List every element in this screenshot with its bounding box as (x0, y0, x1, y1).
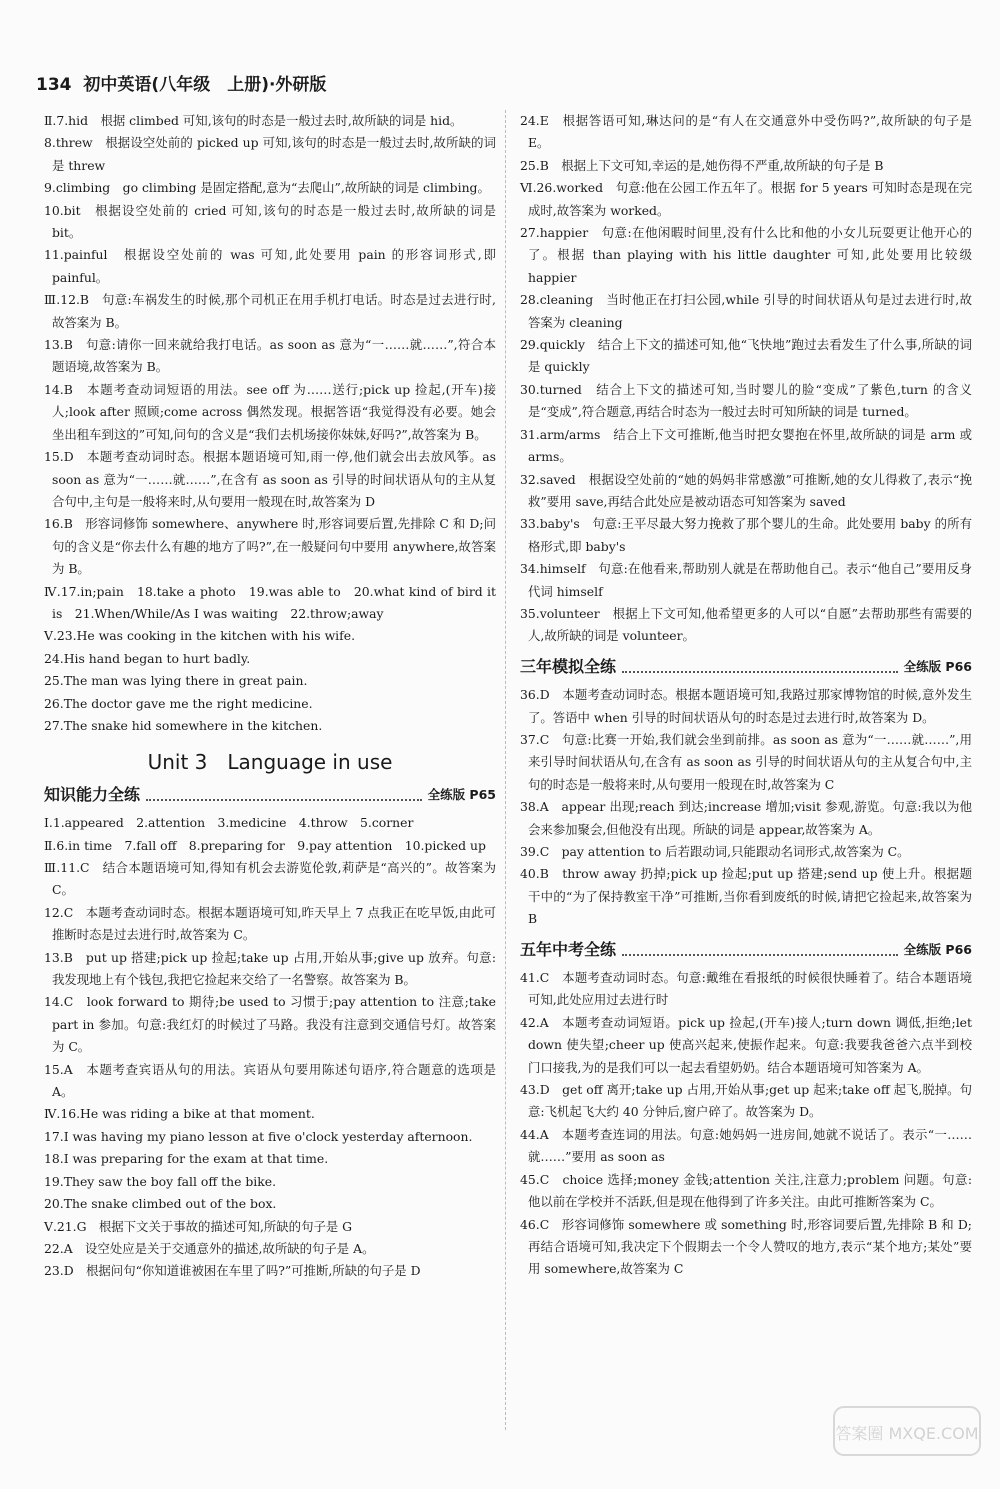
left-column (44, 110, 496, 1283)
answer-item: 26.The doctor gave me the right medicine. (44, 695, 313, 711)
answer-item: 29.quickly 结合上下文的描述可知,他“飞快地”跑过去看发生了什么事,所缺的词是 quickly (520, 337, 972, 375)
answer-item: 45.C choice 选择;money 金钱;attention 关注,注意力;problem 问题。句意:他以前在学校并不活跃,但是现在他得到了许多关注。由此可推断答案为 C。 (520, 1171, 972, 1210)
answer-item: 31.arm/arms 结合上下文可推断,他当时把女婴抱在怀里,故所缺的词是 arm 或 arms。 (520, 426, 972, 465)
answer-item: 17.I was having my piano lesson at five o'clock yesterday afternoon. (44, 1128, 473, 1144)
answer-item: 44.A 本题考查连词的用法。句意:她妈妈一进房间,她就不说话了。表示“一……就……”要用 as soon as (520, 1126, 972, 1165)
answer-item: 39.C pay attention to 后若跟动词,只能跟动名词形式,故答案为 C。 (520, 844, 910, 859)
answer-item: 41.C 本题考查动词时态。句意:戴维在看报纸的时候很快睡着了。结合本题语境可知,此处应用过去进行时 (520, 970, 972, 1008)
answer-item: Ⅴ.23.He was cooking in the kitchen with his wife. (44, 628, 356, 644)
section-ref: 全练版 P66 (903, 941, 972, 957)
answer-item: Ⅴ.21.G 根据下文关于事故的描述可知,所缺的句子是 G (44, 1218, 353, 1234)
answer-item: 25.The man was lying there in great pain. (44, 673, 308, 689)
answer-item: 28.cleaning 当时他正在打扫公园,while 引导的时间状语从句是过去进行时,故答案为 cleaning (520, 292, 972, 330)
answer-item: Ⅲ.11.C 结合本题语境可知,得知有机会去游览伦敦,莉萨是“高兴的”。故答案为 C。 (44, 860, 496, 898)
section-ref: 全练版 P66 (903, 658, 972, 674)
unit-title: Unit 3 Language in use (147, 750, 393, 775)
watermark-text: 答案圈 MXQE.COM (835, 1424, 979, 1443)
answer-item: 36.D 本题考查动词时态。根据本题语境可知,我路过那家博物馆的时候,意外发生了。答语中 when 引导的时间状语从句的时态是过去进行时,故答案为 D。 (520, 687, 972, 725)
section-header-knowledge (44, 784, 496, 806)
answer-item: 9.climbing go climbing 是固定搭配,意为“去爬山”,故所缺的词是 climbing。 (44, 180, 490, 196)
answer-item: 40.B throw away 扔掉;pick up 捡起;put up 搭建;send up 使上升。根据题干中的“为了保持教室干净”可推断,当你看到废纸的时候,请把它捡起来,故答案为 B (520, 866, 972, 927)
section-ref: 全练版 P65 (427, 786, 496, 802)
answer-item: Ⅵ.26.worked 句意:他在公园工作五年了。根据 for 5 years 可知时态是现在完成时,故答案为 worked。 (520, 180, 972, 218)
answer-item: Ⅲ.12.B 句意:车祸发生的时候,那个司机正在用手机打电话。时态是过去进行时,故答案为 B。 (44, 292, 496, 330)
section-header-five-year (520, 939, 972, 961)
watermark-logo (832, 1403, 982, 1459)
answer-item: 20.The snake climbed out of the box. (44, 1196, 277, 1212)
answer-item: Ⅰ.1.appeared 2.attention 3.medicine 4.throw 5.corner (44, 815, 414, 831)
answer-item: 14.B 本题考查动词短语的用法。see off 为……送行;pick up 捡起,(开车)接人;look after 照顾;come across 偶然发现。根据答语“我觉得没有必要。她会坐出租车到这的”可知,问句的含义是“我们去机场接你妹妹,好吗?”,故答案为 B。 (44, 381, 496, 442)
answer-item: 11.painful 根据设空处前的 was 可知,此处要用 pain 的形容词形式,即 painful。 (44, 247, 496, 285)
answer-item: 30.turned 结合上下文的描述可知,当时婴儿的脸“变成”了紫色,turn 的含义是“变成”,符合题意,再结合时态为一般过去时可知所缺的词是 turned。 (520, 381, 972, 420)
section-header-three-year (520, 656, 972, 678)
answer-item: 27.happier 句意:在他闲暇时间里,没有什么比和他的小女儿玩耍更让他开心的了。根据 than playing with his little daughter 可知,此处要用比较级 happier (520, 225, 972, 285)
answer-item: 13.B put up 搭建;pick up 捡起;take up 占用,开始从事;give up 放弃。句意:我发现地上有个钱包,我把它捡起来交给了一名警察。故答案为 B。 (44, 949, 496, 988)
answer-item: 34.himself 句意:在他看来,帮助别人就是在帮助他自己。表示“他自己”要用反身代词 himself (520, 561, 972, 599)
column-divider (505, 110, 507, 1430)
answer-item: 38.A appear 出现;reach 到达;increase 增加;visit 参观,游览。句意:我以为他会来参加聚会,但他没有出现。所缺的词是 appear,故答案为 A。 (520, 799, 972, 837)
answer-item: 27.The snake hid somewhere in the kitchen. (44, 717, 323, 733)
section-title: 知识能力全练 (44, 784, 141, 804)
section-title: 五年中考全练 (520, 939, 617, 959)
answer-item: Ⅳ.17.in;pain 18.take a photo 19.was able to 20.what kind of bird it is 21.When/While/As I was waiting 22.throw;away (44, 583, 496, 621)
answer-item: 23.D 根据问句“你知道谁被困在车里了吗?”可推断,所缺的句子是 D (44, 1263, 421, 1279)
answer-item: 19.They saw the boy fall off the bike. (44, 1173, 277, 1189)
answer-item: 24.His hand began to hurt badly. (44, 650, 251, 666)
answer-item: 37.C 句意:比赛一开始,我们就会坐到前排。as soon as 意为“一……就……”,用来引导时间状语从句,在含有 as soon as 引导的时间状语从句的主从复合句中,主句的时态是一般将来时,从句要用一般现在时,故答案为 C (520, 731, 972, 792)
answer-item: 8.threw 根据设空处前的 picked up 可知,该句的时态是一般过去时,故所缺的词是 threw (44, 135, 496, 173)
answer-item: 35.volunteer 根据上下文可知,他希望更多的人可以“自愿”去帮助那些有需要的人,故所缺的词是 volunteer。 (520, 605, 972, 644)
page-number: 134 (36, 75, 72, 95)
answer-item: Ⅱ.7.hid 根据 climbed 可知,该句的时态是一般过去时,故所缺的词是 hid。 (44, 113, 463, 128)
answer-item: 42.A 本题考查动词短语。pick up 捡起,(开车)接人;turn down 调低,拒绝;let down 使失望;cheer up 使高兴起来,使振作起来。句意:我要我爸爸六点半到校门口接我,为的是我们可以一起去看望奶奶。结合本题语境可知答案为 A。 (520, 1014, 972, 1075)
answer-item: 24.E 根据答语可知,琳达问的是“有人在交通意外中受伤吗?”,故所缺的句子是 E。 (520, 113, 972, 151)
answer-item: 22.A 设空处应是关于交通意外的描述,故所缺的句子是 A。 (44, 1240, 375, 1256)
answer-item: 25.B 根据上下文可知,幸运的是,她伤得不严重,故所缺的句子是 B (520, 157, 884, 173)
answer-item: 10.bit 根据设空处前的 cried 可知,该句的时态是一般过去时,故所缺的词是 bit。 (44, 202, 496, 241)
right-column (520, 110, 972, 1281)
answer-item: Ⅱ.6.in time 7.fall off 8.preparing for 9.pay attention 10.picked up (44, 837, 486, 853)
answer-item: 32.saved 根据设空处前的“她的妈妈非常感激”可推断,她的女儿得救了,表示“挽救”要用 save,再结合此处应是被动语态可知答案为 saved (520, 471, 972, 509)
book-title: 初中英语(八年级 上册)·外研版 (83, 75, 327, 95)
answer-item: 43.D get off 离开;take up 占用,开始从事;get up 起来;take off 起飞,脱掉。句意:飞机起飞大约 40 分钟后,窗户碎了。故答案为 D。 (520, 1082, 972, 1120)
answer-item: 46.C 形容词修饰 somewhere 或 something 时,形容词要后置,先排除 B 和 D;再结合语境可知,我决定下个假期去一个令人赞叹的地方,表示“某个地方;某处”要用 somewhere,故答案为 C (520, 1216, 972, 1277)
section-title: 三年模拟全练 (520, 656, 617, 676)
answer-item: 14.C look forward to 期待;be used to 习惯于;pay attention to 注意;take part in 参加。句意:我红灯的时候过了马路。我没有注意到交通信号灯。故答案为 C。 (44, 994, 496, 1055)
answer-item: 15.D 本题考查动词时态。根据本题语境可知,雨一停,他们就会出去放风筝。as soon as 意为“一……就……”,在含有 as soon as 引导的时间状语从句的主从复合句中,主句是一般将来时,从句要用一般现在时,故答案为 D (44, 449, 496, 509)
answer-item: 16.B 形容词修饰 somewhere、anywhere 时,形容词要后置,先排除 C 和 D;问句的含义是“你去什么有趣的地方了吗?”,在一般疑问句中要用 anywhere,故答案为 B。 (44, 516, 496, 577)
answer-item: 15.A 本题考查宾语从句的用法。宾语从句要用陈述句语序,符合题意的选项是 A。 (44, 1061, 496, 1100)
answer-item: 12.C 本题考查动词时态。根据本题语境可知,昨天早上 7 点我正在吃早饭,由此可推断时态是过去进行时,故答案为 C。 (44, 904, 496, 943)
answer-item: 13.B 句意:请你一回来就给我打电话。as soon as 意为“一……就……”,符合本题语境,故答案为 B。 (44, 337, 496, 375)
answer-item: Ⅳ.16.He was riding a bike at that moment. (44, 1106, 315, 1122)
page-header (36, 70, 326, 95)
answer-item: 33.baby's 句意:王平尽最大努力挽救了那个婴儿的生命。此处要用 baby 的所有格形式,即 baby's (520, 516, 972, 554)
answer-item: 18.I was preparing for the exam at that time. (44, 1151, 329, 1167)
